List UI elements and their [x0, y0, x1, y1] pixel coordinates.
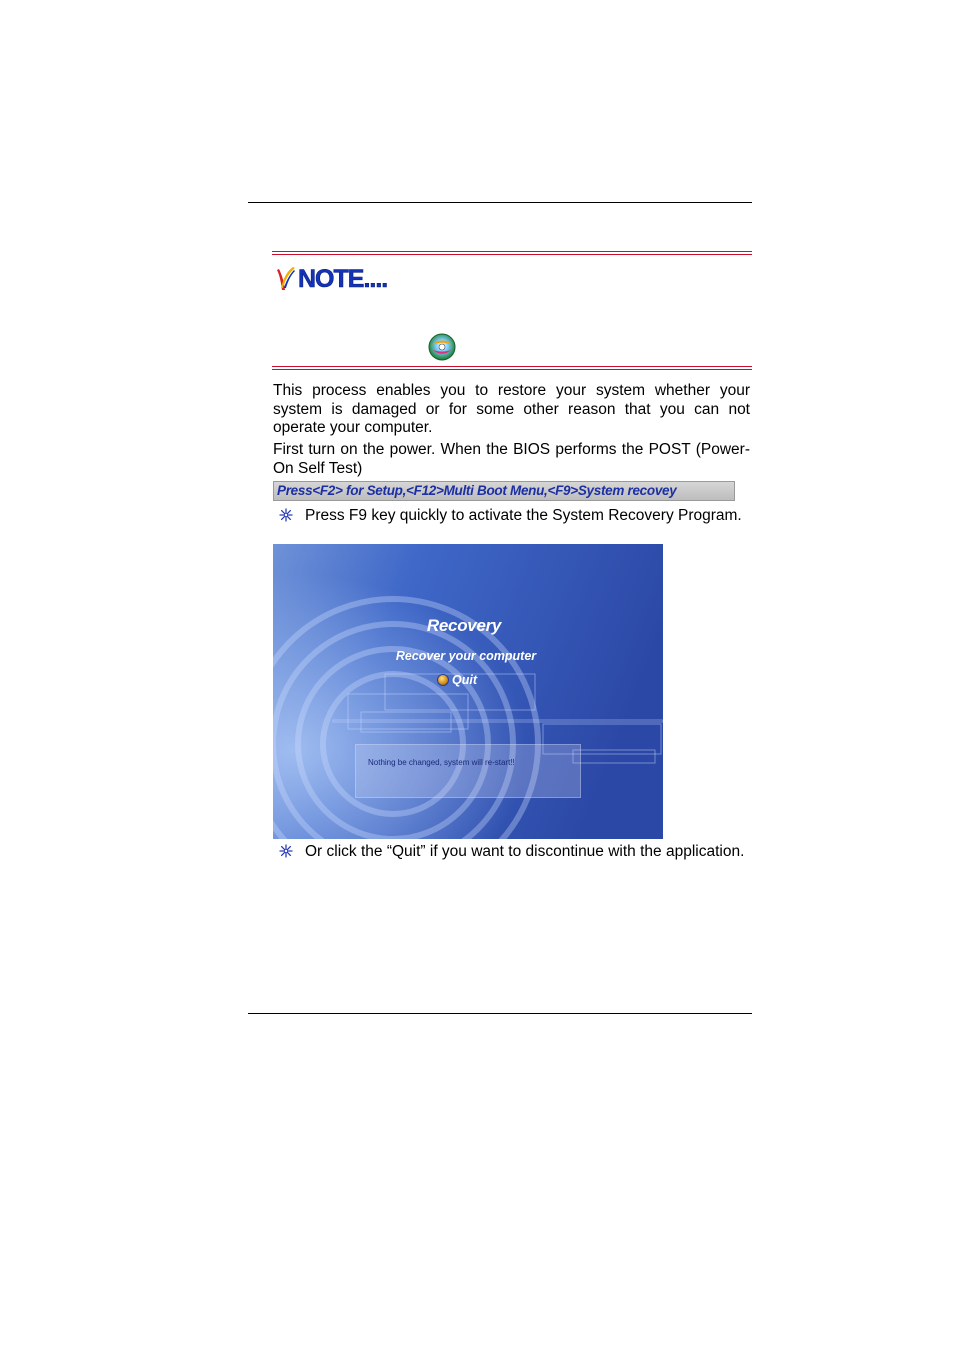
list-item [279, 843, 751, 862]
quit-label: Quit [452, 673, 477, 687]
status-message: Nothing be changed, system will re-start!! [368, 758, 515, 767]
bullet-text: Press F9 key quickly to activate the System Recovery Program. [305, 507, 742, 524]
bios-prompt: Press<F2> for Setup,<F12>Multi Boot Menu,<F9>System recovey [273, 481, 735, 501]
recovery-subtitle[interactable]: Recover your computer [395, 649, 537, 663]
list-item [279, 507, 751, 526]
intro-paragraph: This process enables you to restore your system whether your system is damaged or for some other reason that you can not operate your computer. [273, 382, 750, 436]
snowflake-bullet-icon [279, 844, 293, 858]
note-pen-icon [274, 266, 296, 292]
message-box [355, 744, 581, 798]
power-on-paragraph: First turn on the power. When the BIOS performs the POST (Power-On Self Test) [273, 441, 750, 477]
footer-rule [248, 1013, 752, 1014]
recovery-title: Recovery [426, 616, 502, 635]
quit-icon [437, 674, 449, 686]
recovery-screenshot [273, 544, 663, 839]
cd-disc-icon [428, 333, 456, 361]
note-label: NOTE.... [298, 265, 388, 293]
bullet-text: Or click the “Quit” if you want to discontinue with the application. [305, 843, 745, 860]
note-rule-top [272, 251, 752, 255]
quit-button[interactable] [437, 673, 477, 687]
note-logo [274, 264, 387, 294]
header-rule [248, 202, 752, 203]
note-rule-bottom [272, 366, 752, 370]
snowflake-bullet-icon [279, 508, 293, 522]
